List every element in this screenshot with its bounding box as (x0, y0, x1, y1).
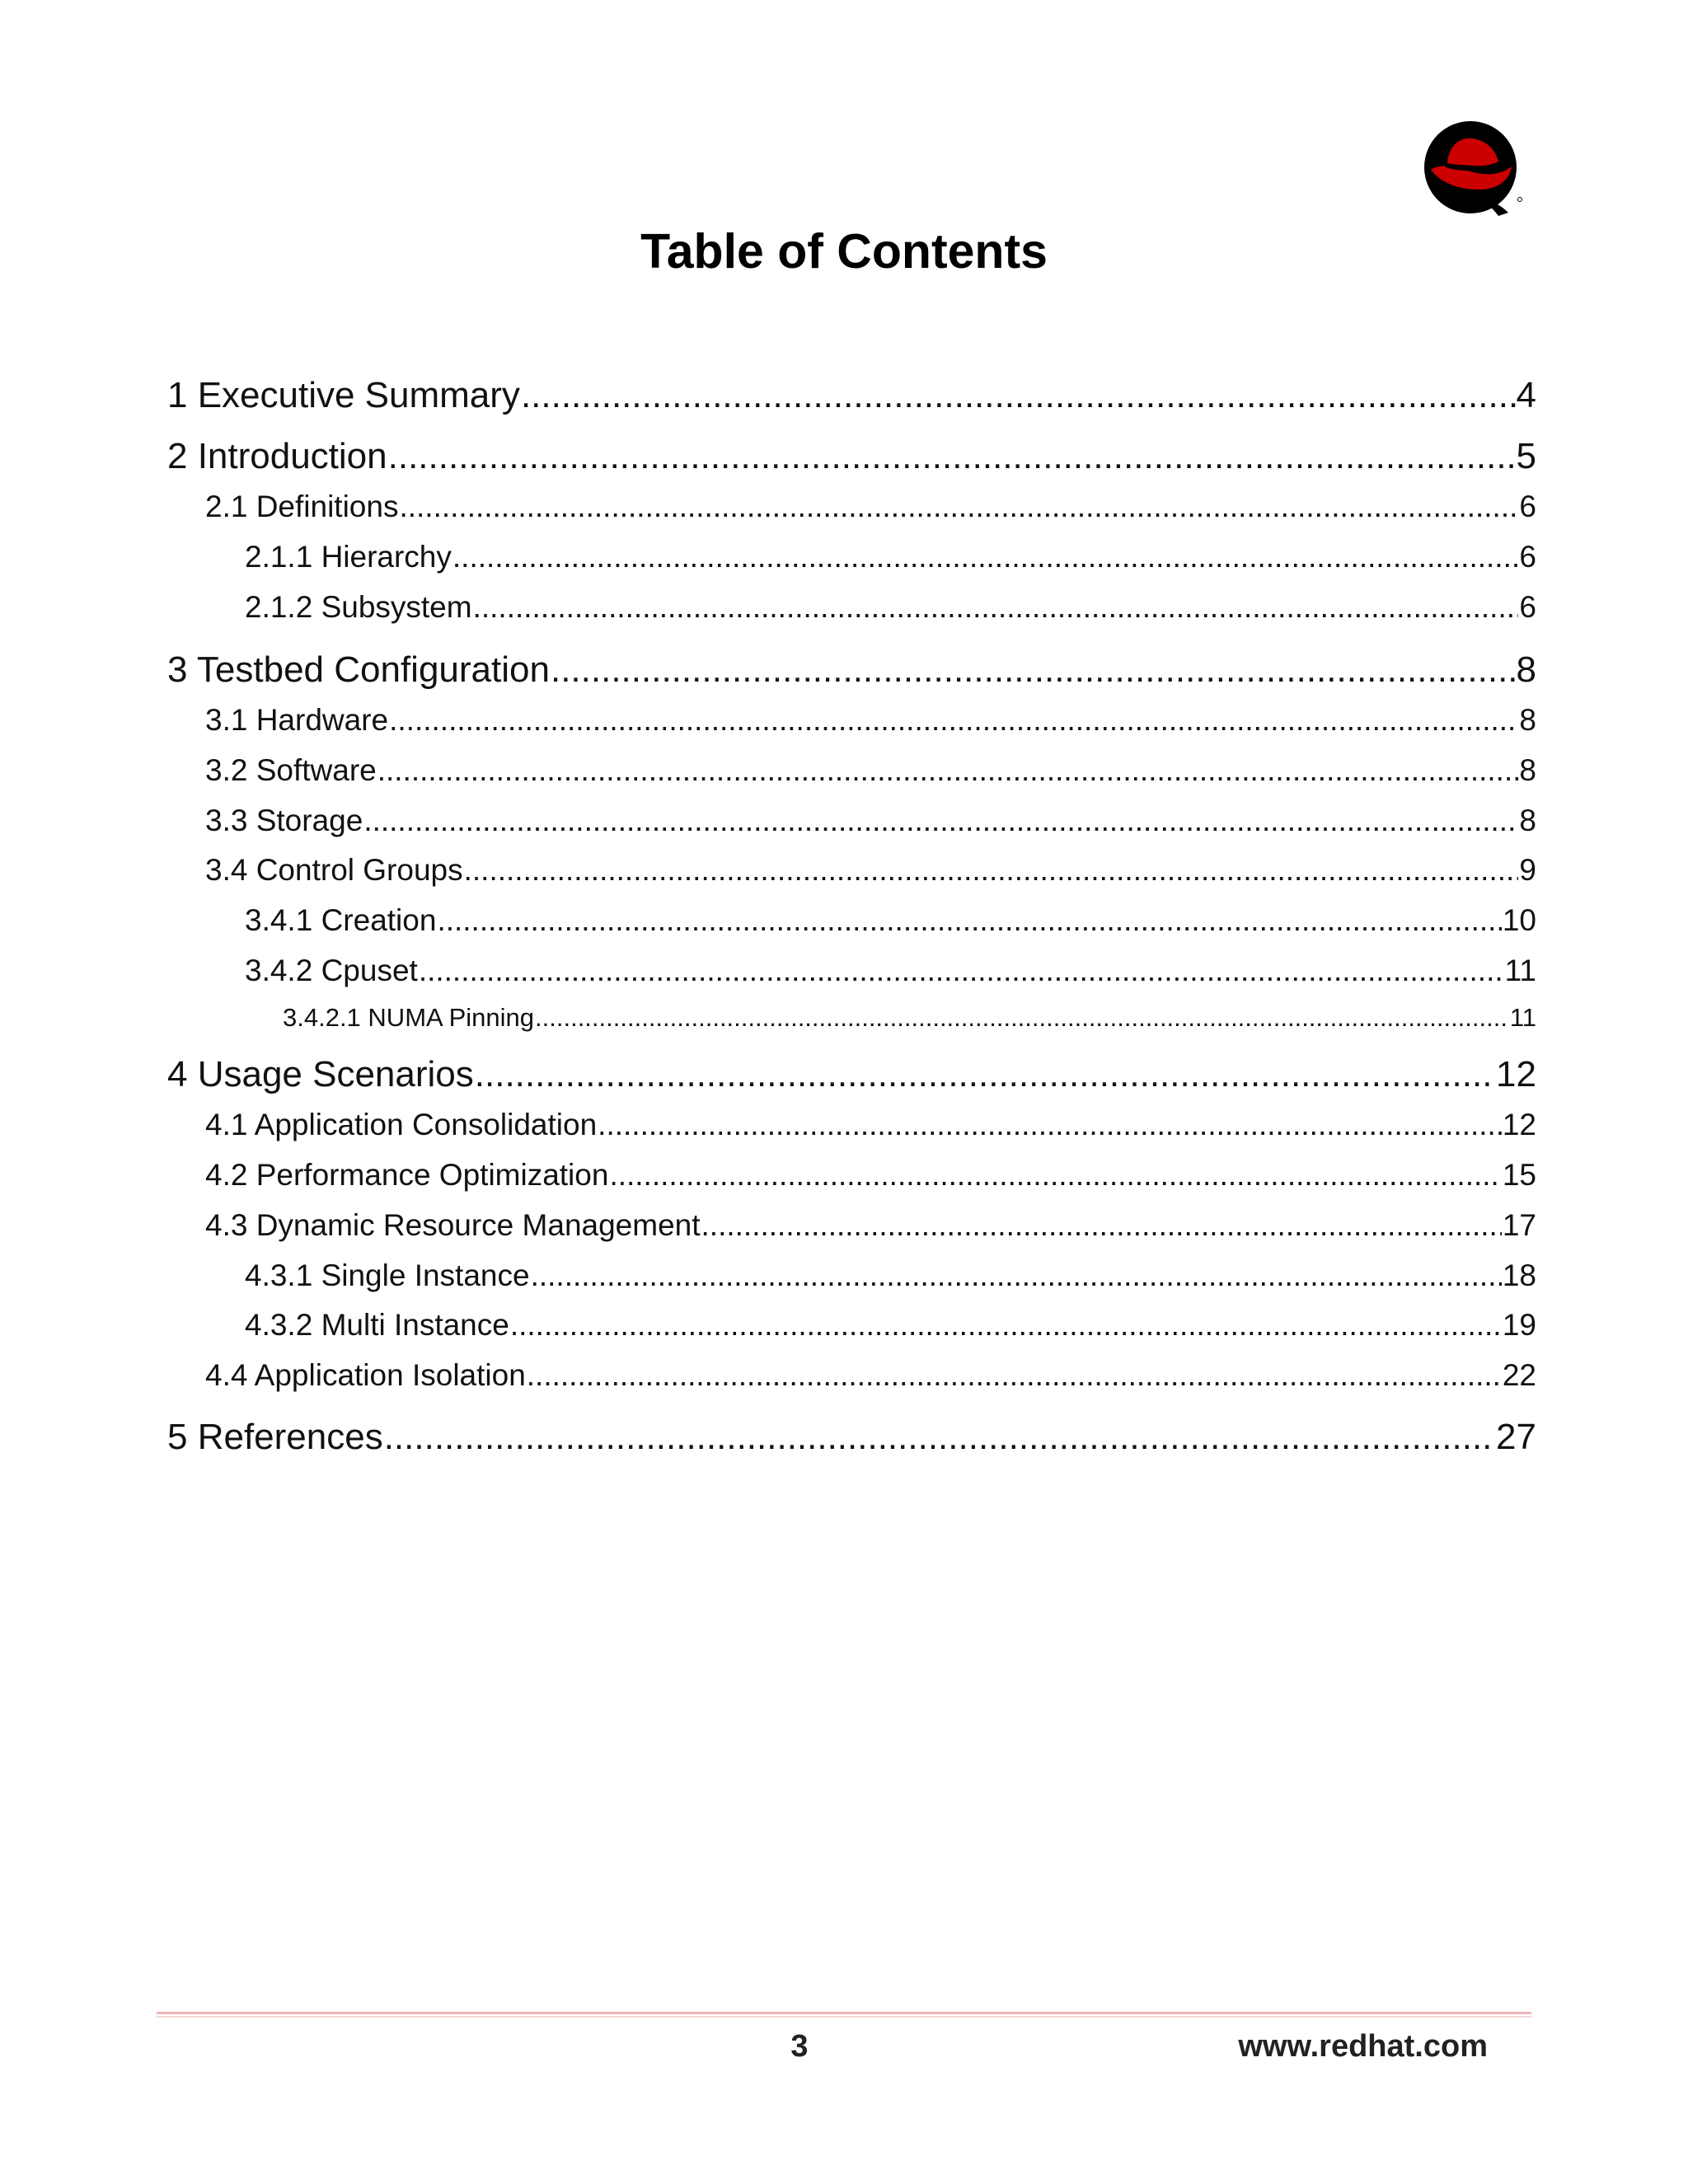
toc-entry-page: 11 (1509, 1003, 1536, 1032)
toc-entry-label: 5 References (167, 1417, 383, 1457)
dot-leader (535, 1001, 1509, 1034)
dot-leader (551, 648, 1516, 692)
dot-leader (363, 802, 1518, 840)
toc-entry-label: 3.4.1 Creation (245, 903, 437, 937)
toc-entry-page: 11 (1504, 954, 1536, 987)
toc-entry[interactable] (245, 1257, 1536, 1295)
toc-entry[interactable] (205, 488, 1536, 526)
toc-entry-page: 6 (1519, 590, 1536, 624)
toc-entry-page: 15 (1502, 1158, 1536, 1192)
toc-entry-label: 4.3 Dynamic Resource Management (205, 1208, 701, 1242)
toc-entry[interactable] (205, 752, 1536, 790)
toc-entry[interactable] (245, 588, 1536, 626)
toc-entry[interactable] (205, 1106, 1536, 1144)
toc-entry-page: 8 (1519, 753, 1536, 787)
toc-entry[interactable] (205, 851, 1536, 889)
toc-entry[interactable] (205, 802, 1536, 840)
toc-entry[interactable] (167, 648, 1536, 692)
toc-entry-page: 4 (1516, 375, 1536, 415)
dot-leader (464, 851, 1519, 889)
toc-entry-page: 6 (1519, 490, 1536, 523)
dot-leader (609, 1156, 1501, 1194)
toc-entry-page: 8 (1519, 804, 1536, 837)
toc-entry-label: 2.1.2 Subsystem (245, 590, 472, 624)
dot-leader (384, 1415, 1495, 1460)
toc-entry-label: 4 Usage Scenarios (167, 1054, 474, 1094)
dot-leader (399, 488, 1518, 526)
toc-entry-label: 3.4.2 Cpuset (245, 954, 418, 987)
dot-leader (598, 1106, 1502, 1144)
footer-divider-shadow (157, 2016, 1531, 2018)
toc-entry-label: 3 Testbed Configuration (167, 649, 550, 690)
toc-entry-page: 12 (1496, 1054, 1536, 1094)
toc-entry-label: 1 Executive Summary (167, 375, 520, 415)
toc-entry[interactable] (245, 952, 1536, 990)
toc-entry[interactable] (245, 1306, 1536, 1344)
toc-entry-label: 3.2 Software (205, 753, 377, 787)
toc-entry-page: 9 (1519, 853, 1536, 887)
toc-entry-page: 5 (1516, 436, 1536, 476)
dot-leader (531, 1257, 1502, 1295)
dot-leader (388, 434, 1516, 479)
toc-entry-page: 8 (1519, 703, 1536, 737)
toc-entry-label: 4.3.1 Single Instance (245, 1258, 530, 1292)
toc-entry-page: 17 (1502, 1208, 1536, 1242)
dot-leader (389, 701, 1518, 739)
dot-leader (510, 1306, 1502, 1344)
footer-url-link[interactable]: www.redhat.com (1238, 2029, 1488, 2064)
toc-entry-label: 3.3 Storage (205, 804, 363, 837)
toc-entry-label: 3.4.2.1 NUMA Pinning (283, 1003, 535, 1032)
toc-entry[interactable] (167, 1415, 1536, 1460)
toc-entry[interactable] (167, 373, 1536, 418)
toc-entry-page: 27 (1496, 1417, 1536, 1457)
toc-entry-label: 4.4 Application Isolation (205, 1358, 526, 1392)
dot-leader (473, 588, 1519, 626)
page-number: 3 (790, 2029, 809, 2064)
toc-entry[interactable] (245, 538, 1536, 576)
toc-entry-page: 22 (1502, 1358, 1536, 1392)
toc-entry-label: 3.1 Hardware (205, 703, 389, 737)
dot-leader (475, 1052, 1495, 1097)
dot-leader (377, 752, 1519, 790)
toc-entry[interactable] (205, 1357, 1536, 1394)
toc-entry-label: 2 Introduction (167, 436, 387, 476)
dot-leader (701, 1207, 1502, 1244)
toc-entry-page: 6 (1519, 540, 1536, 574)
toc-entry-label: 4.2 Performance Optimization (205, 1158, 609, 1192)
dot-leader (419, 952, 1504, 990)
toc-entry[interactable] (205, 701, 1536, 739)
dot-leader (452, 538, 1519, 576)
footer-divider (157, 2012, 1531, 2014)
toc-entry-page: 12 (1502, 1108, 1536, 1141)
toc-entry-label: 3.4 Control Groups (205, 853, 463, 887)
page-title: Table of Contents (640, 224, 1048, 279)
toc-entry-page: 8 (1516, 649, 1536, 690)
toc-entry-label: 2.1.1 Hierarchy (245, 540, 452, 574)
toc-entry-page: 18 (1502, 1258, 1536, 1292)
dot-leader (437, 902, 1501, 940)
toc-entry[interactable] (283, 1001, 1536, 1034)
toc-entry[interactable] (205, 1156, 1536, 1194)
toc-entry[interactable] (167, 434, 1536, 479)
toc-entry-label: 2.1 Definitions (205, 490, 399, 523)
dot-leader (521, 373, 1516, 418)
toc-entry-label: 4.1 Application Consolidation (205, 1108, 598, 1141)
toc-entry[interactable] (245, 902, 1536, 940)
dot-leader (527, 1357, 1502, 1394)
toc-entry-label: 4.3.2 Multi Instance (245, 1308, 509, 1342)
toc-entry[interactable] (205, 1207, 1536, 1244)
toc-entry[interactable] (167, 1052, 1536, 1097)
toc-entry-page: 19 (1502, 1308, 1536, 1342)
toc-entry-page: 10 (1502, 903, 1536, 937)
